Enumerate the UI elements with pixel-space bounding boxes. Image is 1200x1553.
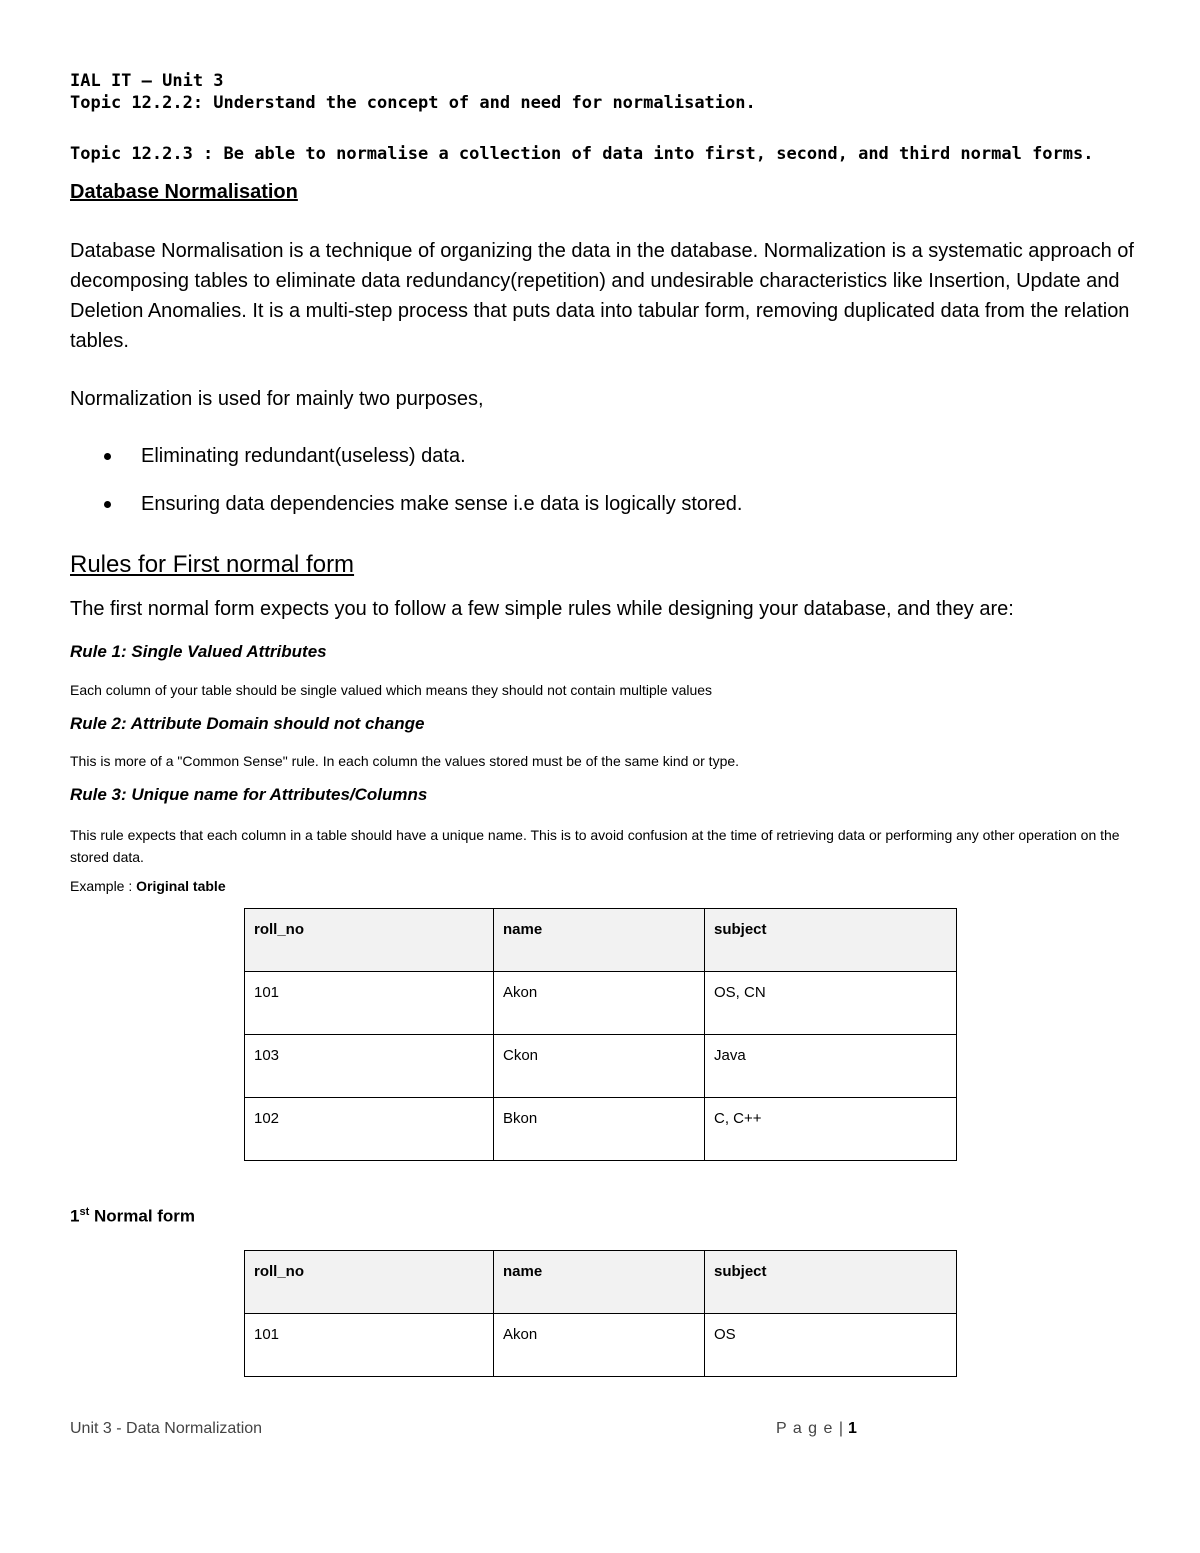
table-row	[245, 972, 957, 1035]
purposes-list	[70, 440, 1070, 536]
list-item: Ensuring data dependencies make sense i.e data is logically stored.	[70, 488, 1070, 536]
table-header-row	[245, 1251, 957, 1314]
table-row	[245, 1098, 957, 1161]
rule-1-title: Rule 1: Single Valued Attributes	[70, 642, 327, 661]
section-heading-normalisation: Database Normalisation	[70, 181, 298, 203]
table-cell: Akon	[494, 1314, 705, 1377]
rule-3-text: This rule expects that each column in a table should have a unique name. This is to avoid confusion at the time of retrieving data or performing any other operation on the stored data.	[70, 827, 1120, 865]
header-cell-roll-no: roll_no	[245, 1251, 494, 1314]
topic-12-2-2: Topic 12.2.2: Understand the concept of and need for normalisation.	[70, 93, 756, 113]
table-cell: Bkon	[494, 1098, 705, 1161]
table-row	[245, 1035, 957, 1098]
page-number: 1	[848, 1420, 858, 1437]
list-item: Eliminating redundant(useless) data.	[70, 440, 1070, 488]
table-cell: C, C++	[705, 1098, 957, 1161]
first-normal-form-label: 1st Normal form	[70, 1206, 196, 1226]
footer-page: P a g e | 1	[776, 1420, 858, 1437]
rule-1-text: Each column of your table should be single valued which means they should not contain multiple values	[70, 682, 713, 698]
header-cell-name: name	[494, 1251, 705, 1314]
course-title: IAL IT – Unit 3	[70, 71, 224, 91]
bullet-icon	[104, 501, 111, 508]
rule-2-title: Rule 2: Attribute Domain should not change	[70, 714, 425, 733]
footer-title: Unit 3 - Data Normalization	[70, 1420, 263, 1437]
first-normal-form-intro: The first normal form expects you to follow a few simple rules while designing your database, and they are:	[70, 598, 1014, 620]
normalisation-paragraph: Database Normalisation is a technique of organizing the data in the database. Normalization is a systematic approach of decomposing tables to eliminate data redundancy(repetition) and undesirable characteristics like Insertion, Update and Deletion Anomalies. It is a multi-step process that puts data into tabular form, removing duplicated data from the relation tables.	[70, 240, 1134, 352]
topic-12-2-3: Topic 12.2.3 : Be able to normalise a collection of data into first, second, and third normal forms.	[70, 144, 1094, 164]
header-cell-name: name	[494, 909, 705, 972]
original-table	[244, 908, 957, 1161]
table-cell: 103	[245, 1035, 494, 1098]
table-cell: Akon	[494, 972, 705, 1035]
purposes-intro: Normalization is used for mainly two purposes,	[70, 388, 484, 410]
example-caption: Example : Original table	[70, 878, 226, 894]
header-cell-subject: subject	[705, 909, 957, 972]
table-cell: Ckon	[494, 1035, 705, 1098]
rule-3-title: Rule 3: Unique name for Attributes/Columns	[70, 785, 428, 804]
table-cell: 101	[245, 1314, 494, 1377]
header-cell-subject: subject	[705, 1251, 957, 1314]
rule-2-text: This is more of a "Common Sense" rule. In each column the values stored must be of the same kind or type.	[70, 753, 740, 769]
table-cell: Java	[705, 1035, 957, 1098]
table-cell: OS, CN	[705, 972, 957, 1035]
table-header-row	[245, 909, 957, 972]
section-heading-first-normal-form: Rules for First normal form	[70, 551, 355, 578]
bullet-icon	[104, 453, 111, 460]
header-cell-roll-no: roll_no	[245, 909, 494, 972]
table-cell: 102	[245, 1098, 494, 1161]
table-cell: 101	[245, 972, 494, 1035]
first-normal-form-table	[244, 1250, 957, 1377]
table-row	[245, 1314, 957, 1377]
table-cell: OS	[705, 1314, 957, 1377]
